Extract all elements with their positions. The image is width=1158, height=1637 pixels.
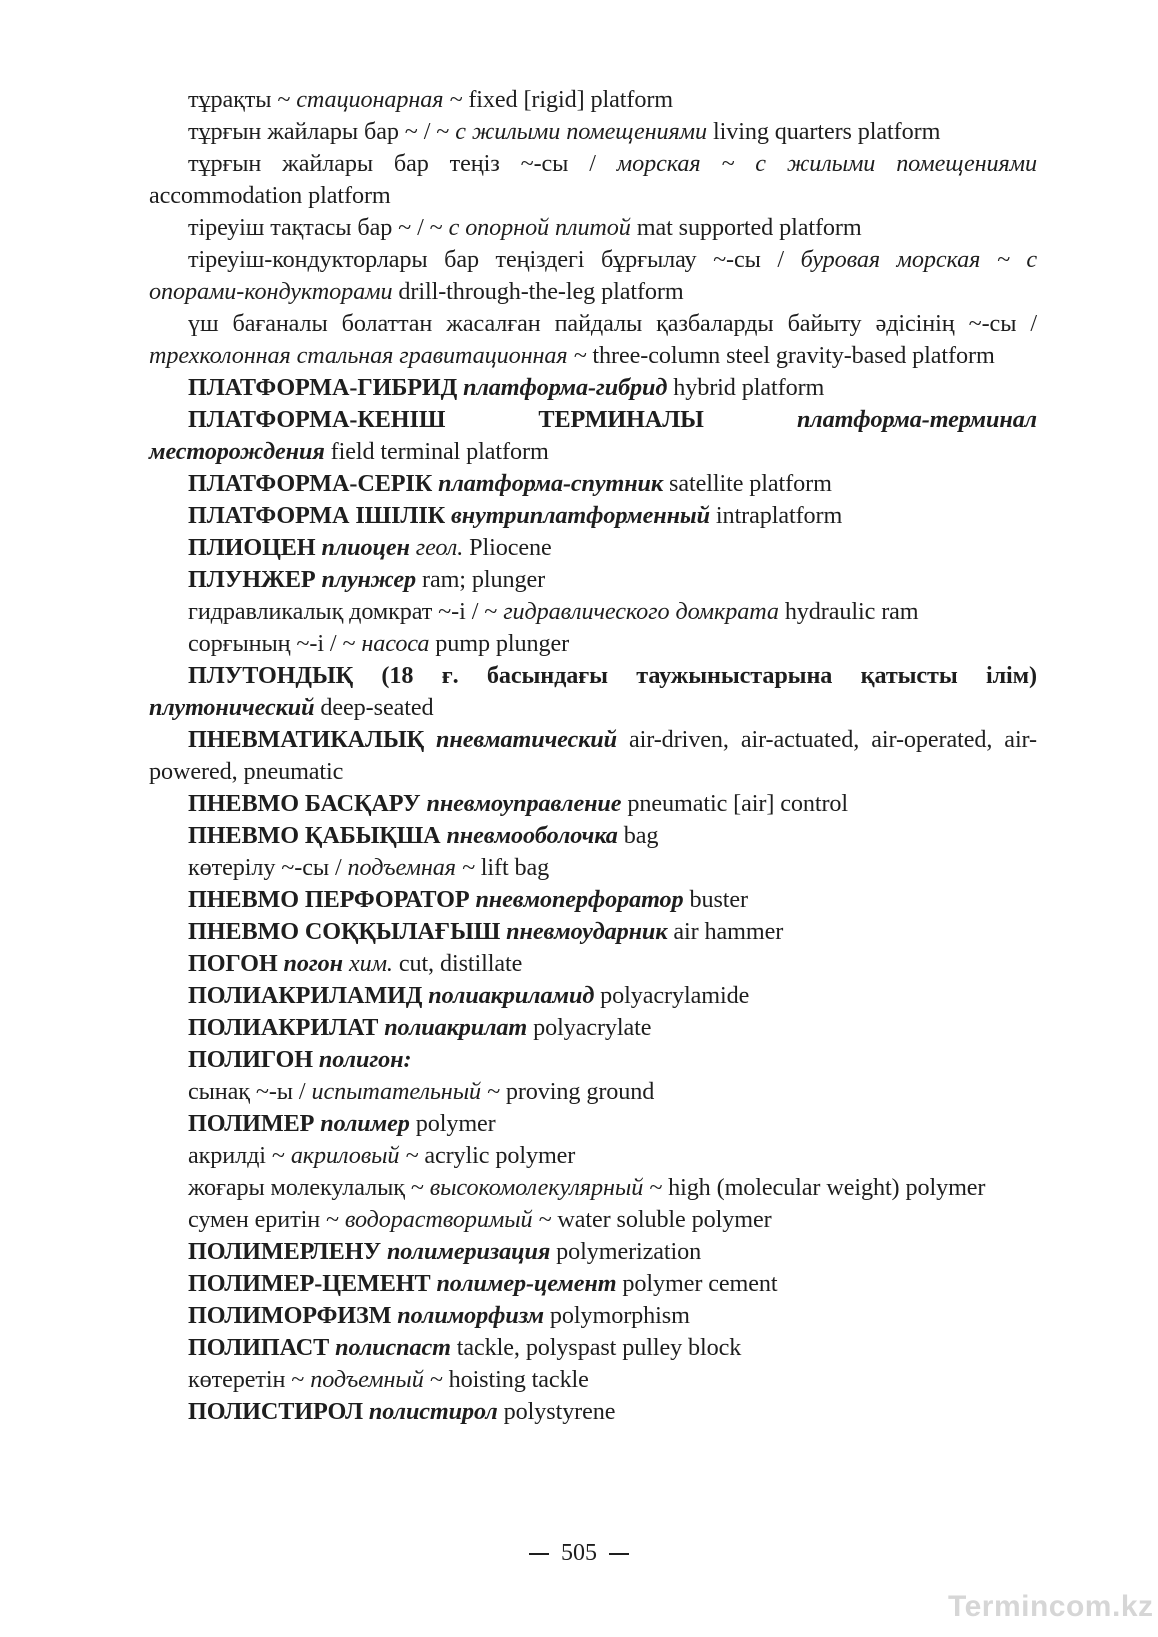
headword: ПНЕВМАТИКАЛЫҚ [188, 726, 437, 753]
headword: ПОГОН [188, 950, 284, 977]
dash-left [529, 1553, 549, 1555]
headword: ПНЕВМО БАСҚАРУ [188, 790, 427, 817]
dictionary-entry [149, 628, 1037, 660]
russian-headword: погон [283, 950, 349, 977]
dictionary-entry [149, 1044, 1037, 1076]
russian-translation: гидравлического домкрата [503, 598, 785, 625]
headword: ПНЕВМО ҚАБЫҚША [188, 822, 447, 849]
headword: ПОЛИМЕР-ЦЕМЕНТ [188, 1270, 437, 1297]
russian-headword: полимер-цемент [436, 1270, 623, 1297]
russian-translation: высокомолекулярный ~ [429, 1174, 669, 1201]
russian-headword: плунжер [321, 566, 422, 593]
russian-headword: полигон: [318, 1046, 412, 1073]
entry-text: accommodation platform [149, 182, 391, 209]
dictionary-entry [149, 532, 1037, 564]
dictionary-entry [149, 1204, 1037, 1236]
page-number: 505 [561, 1540, 597, 1566]
headword: ПОЛИМОРФИЗМ [188, 1302, 398, 1329]
russian-headword: платформа-терминал месторождения [149, 406, 1037, 465]
russian-translation: буровая морская ~ с опорами-кондукторами [149, 246, 1038, 305]
russian-headword: платформа-гибрид [463, 374, 674, 401]
headword: ПОЛИПАСТ [188, 1334, 336, 1361]
russian-headword: пневмоударник [506, 918, 674, 945]
termincom-watermark: Termincom.kz [948, 1590, 1154, 1623]
entry-text: intraplatform [715, 502, 843, 529]
dictionary-entry [149, 1236, 1037, 1268]
dictionary-entry [149, 500, 1037, 532]
russian-headword: внутриплатформенный [451, 502, 716, 529]
dictionary-entry [149, 1268, 1037, 1300]
headword: ПОЛИАКРИЛАТ [188, 1014, 385, 1041]
russian-headword: пневмоперфоратор [475, 886, 690, 913]
russian-headword: пневмоуправление [426, 790, 628, 817]
entry-text: polymer cement [622, 1270, 778, 1297]
dictionary-entry [149, 916, 1037, 948]
dictionary-entry [149, 980, 1037, 1012]
entry-text: Pliocene [469, 534, 552, 561]
entry-text: lift bag [480, 854, 550, 881]
entry-text: mat supported platform [636, 214, 862, 241]
entry-text: three-column steel gravity-based platform [592, 342, 995, 369]
dictionary-entry [149, 308, 1037, 372]
dictionary-entry [149, 788, 1037, 820]
headword: ПНЕВМО ПЕРФОРАТОР [188, 886, 476, 913]
dictionary-entry [149, 1300, 1037, 1332]
entry-text: pneumatic [air] control [627, 790, 849, 817]
dictionary-entry [149, 724, 1037, 788]
russian-headword: пневмооболочка [446, 822, 624, 849]
headword: ПЛАТФОРМА-КЕНІШ ТЕРМИНАЛЫ [188, 406, 797, 433]
headword: ПОЛИМЕР [188, 1110, 321, 1137]
entry-text: ram; plunger [421, 566, 546, 593]
russian-translation: стационарная ~ [296, 86, 469, 113]
russian-headword: полимеризация [386, 1238, 557, 1265]
dictionary-entry [149, 1396, 1037, 1428]
entry-text: living quarters platform [712, 118, 941, 145]
russian-headword: платформа-спутник [438, 470, 670, 497]
dash-right [609, 1553, 629, 1555]
russian-headword: плиоцен [321, 534, 416, 561]
headword: ПОЛИМЕРЛЕНУ [188, 1238, 387, 1265]
entry-text: сорғының ~-і / ~ [188, 630, 362, 657]
russian-translation: с опорной плитой [448, 214, 637, 241]
dictionary-entry [149, 84, 1037, 116]
entry-text: fixed [rigid] platform [468, 86, 673, 113]
dictionary-entry [149, 404, 1037, 468]
russian-translation: подъемная ~ [347, 854, 481, 881]
dictionary-entry [149, 372, 1037, 404]
headword: ПОЛИАКРИЛАМИД [188, 982, 429, 1009]
entry-text: үш бағаналы болаттан жасалған пайдалы қазбаларды байыту әдісінің ~-сы / [188, 310, 1037, 337]
entry-text: polymerization [556, 1238, 702, 1265]
russian-translation: водорастворимый ~ [344, 1206, 558, 1233]
entry-text: сынақ ~-ы / [188, 1078, 312, 1105]
page-footer [0, 1540, 1158, 1567]
dictionary-entry [149, 852, 1037, 884]
russian-headword: полиакриламид [428, 982, 601, 1009]
entry-text: air-driven, air-actuated, air-operated, air-powered, pneumatic [149, 726, 1037, 785]
russian-headword: полиморфизм [397, 1302, 550, 1329]
entry-text: тіреуіш тақтасы бар ~ / ~ [188, 214, 449, 241]
entry-text: көтеретін ~ [188, 1366, 311, 1393]
entry-text: көтерілу ~-сы / [188, 854, 348, 881]
entry-text: buster [689, 886, 748, 913]
dictionary-entry [149, 1012, 1037, 1044]
dictionary-entry [149, 884, 1037, 916]
entry-text: polyacrylamide [600, 982, 750, 1009]
russian-translation: морская ~ с жилыми помещениями [616, 150, 1037, 177]
dictionary-entry [149, 596, 1037, 628]
entry-text: polymer [415, 1110, 496, 1137]
entry-text: cut, distillate [398, 950, 523, 977]
russian-translation: акриловый ~ [290, 1142, 425, 1169]
entry-text: акрилді ~ [188, 1142, 291, 1169]
dictionary-entry [149, 1108, 1037, 1140]
russian-translation: испытательный ~ [311, 1078, 506, 1105]
dictionary-entry [149, 116, 1037, 148]
entry-text: hoisting tackle [448, 1366, 589, 1393]
headword: ПЛАТФОРМА-ГИБРИД [188, 374, 464, 401]
dictionary-entry [149, 1332, 1037, 1364]
headword: ПНЕВМО СОҚҚЫЛАҒЫШ [188, 918, 507, 945]
entry-text: field terminal platform [330, 438, 549, 465]
entry-text: water soluble polymer [557, 1206, 772, 1233]
entry-text: bag [623, 822, 659, 849]
entry-text: тұрақты ~ [188, 86, 297, 113]
russian-translation: насоса [361, 630, 436, 657]
entry-text: deep-seated [320, 694, 434, 721]
russian-translation: подъемный ~ [310, 1366, 449, 1393]
entry-text: тұрғын жайлары бар ~ / ~ [188, 118, 456, 145]
russian-headword: пневматический [436, 726, 629, 753]
entry-text: acrylic polymer [424, 1142, 576, 1169]
headword: ПЛУТОНДЫҚ (18 ғ. басындағы таужыныстарына қатысты ілім) [188, 662, 1037, 689]
entry-text: polymorphism [549, 1302, 690, 1329]
headword: ПОЛИСТИРОЛ [188, 1398, 369, 1425]
russian-headword: полиакрилат [384, 1014, 534, 1041]
entry-text: сумен еритін ~ [188, 1206, 345, 1233]
russian-headword: полистирол [368, 1398, 504, 1425]
entry-text: pump plunger [435, 630, 570, 657]
dictionary-entries [149, 84, 1037, 1428]
dictionary-entry [149, 820, 1037, 852]
dictionary-entry [149, 1364, 1037, 1396]
headword: ПЛУНЖЕР [188, 566, 322, 593]
entry-text: жоғары молекулалық ~ [188, 1174, 430, 1201]
headword: ПОЛИГОН [188, 1046, 319, 1073]
dictionary-entry [149, 1140, 1037, 1172]
headword: ПЛИОЦЕН [188, 534, 322, 561]
headword: ПЛАТФОРМА ІШІЛІК [188, 502, 452, 529]
entry-text: hydraulic ram [784, 598, 919, 625]
entry-text: тіреуіш-кондукторлары бар теңіздегі бұрғылау ~-сы / [188, 246, 801, 273]
russian-headword: плутонический [149, 694, 321, 721]
dictionary-entry [149, 212, 1037, 244]
dictionary-entry [149, 1076, 1037, 1108]
headword: ПЛАТФОРМА-СЕРІК [188, 470, 439, 497]
russian-translation: с жилыми помещениями [455, 118, 713, 145]
entry-text: tackle, polyspast pulley block [456, 1334, 742, 1361]
russian-translation: геол. [415, 534, 470, 561]
entry-text: hybrid platform [673, 374, 825, 401]
entry-text: proving ground [505, 1078, 655, 1105]
russian-translation: хим. [348, 950, 399, 977]
dictionary-entry [149, 660, 1037, 724]
dictionary-entry [149, 564, 1037, 596]
entry-text: polystyrene [503, 1398, 616, 1425]
russian-headword: полимер [320, 1110, 416, 1137]
dictionary-entry [149, 1172, 1037, 1204]
dictionary-entry [149, 468, 1037, 500]
russian-headword: полиспаст [335, 1334, 457, 1361]
entry-text: air hammer [673, 918, 784, 945]
entry-text: тұрғын жайлары бар теңіз ~-сы / [188, 150, 617, 177]
entry-text: polyacrylate [533, 1014, 652, 1041]
entry-text: drill-through-the-leg platform [398, 278, 684, 305]
russian-translation: трехколонная стальная гравитационная ~ [149, 342, 593, 369]
dictionary-entry [149, 244, 1037, 308]
dictionary-entry [149, 148, 1037, 212]
entry-text: high (molecular weight) polymer [668, 1174, 986, 1201]
dictionary-entry [149, 948, 1037, 980]
entry-text: satellite platform [669, 470, 832, 497]
entry-text: гидравликалық домкрат ~-і / ~ [188, 598, 504, 625]
